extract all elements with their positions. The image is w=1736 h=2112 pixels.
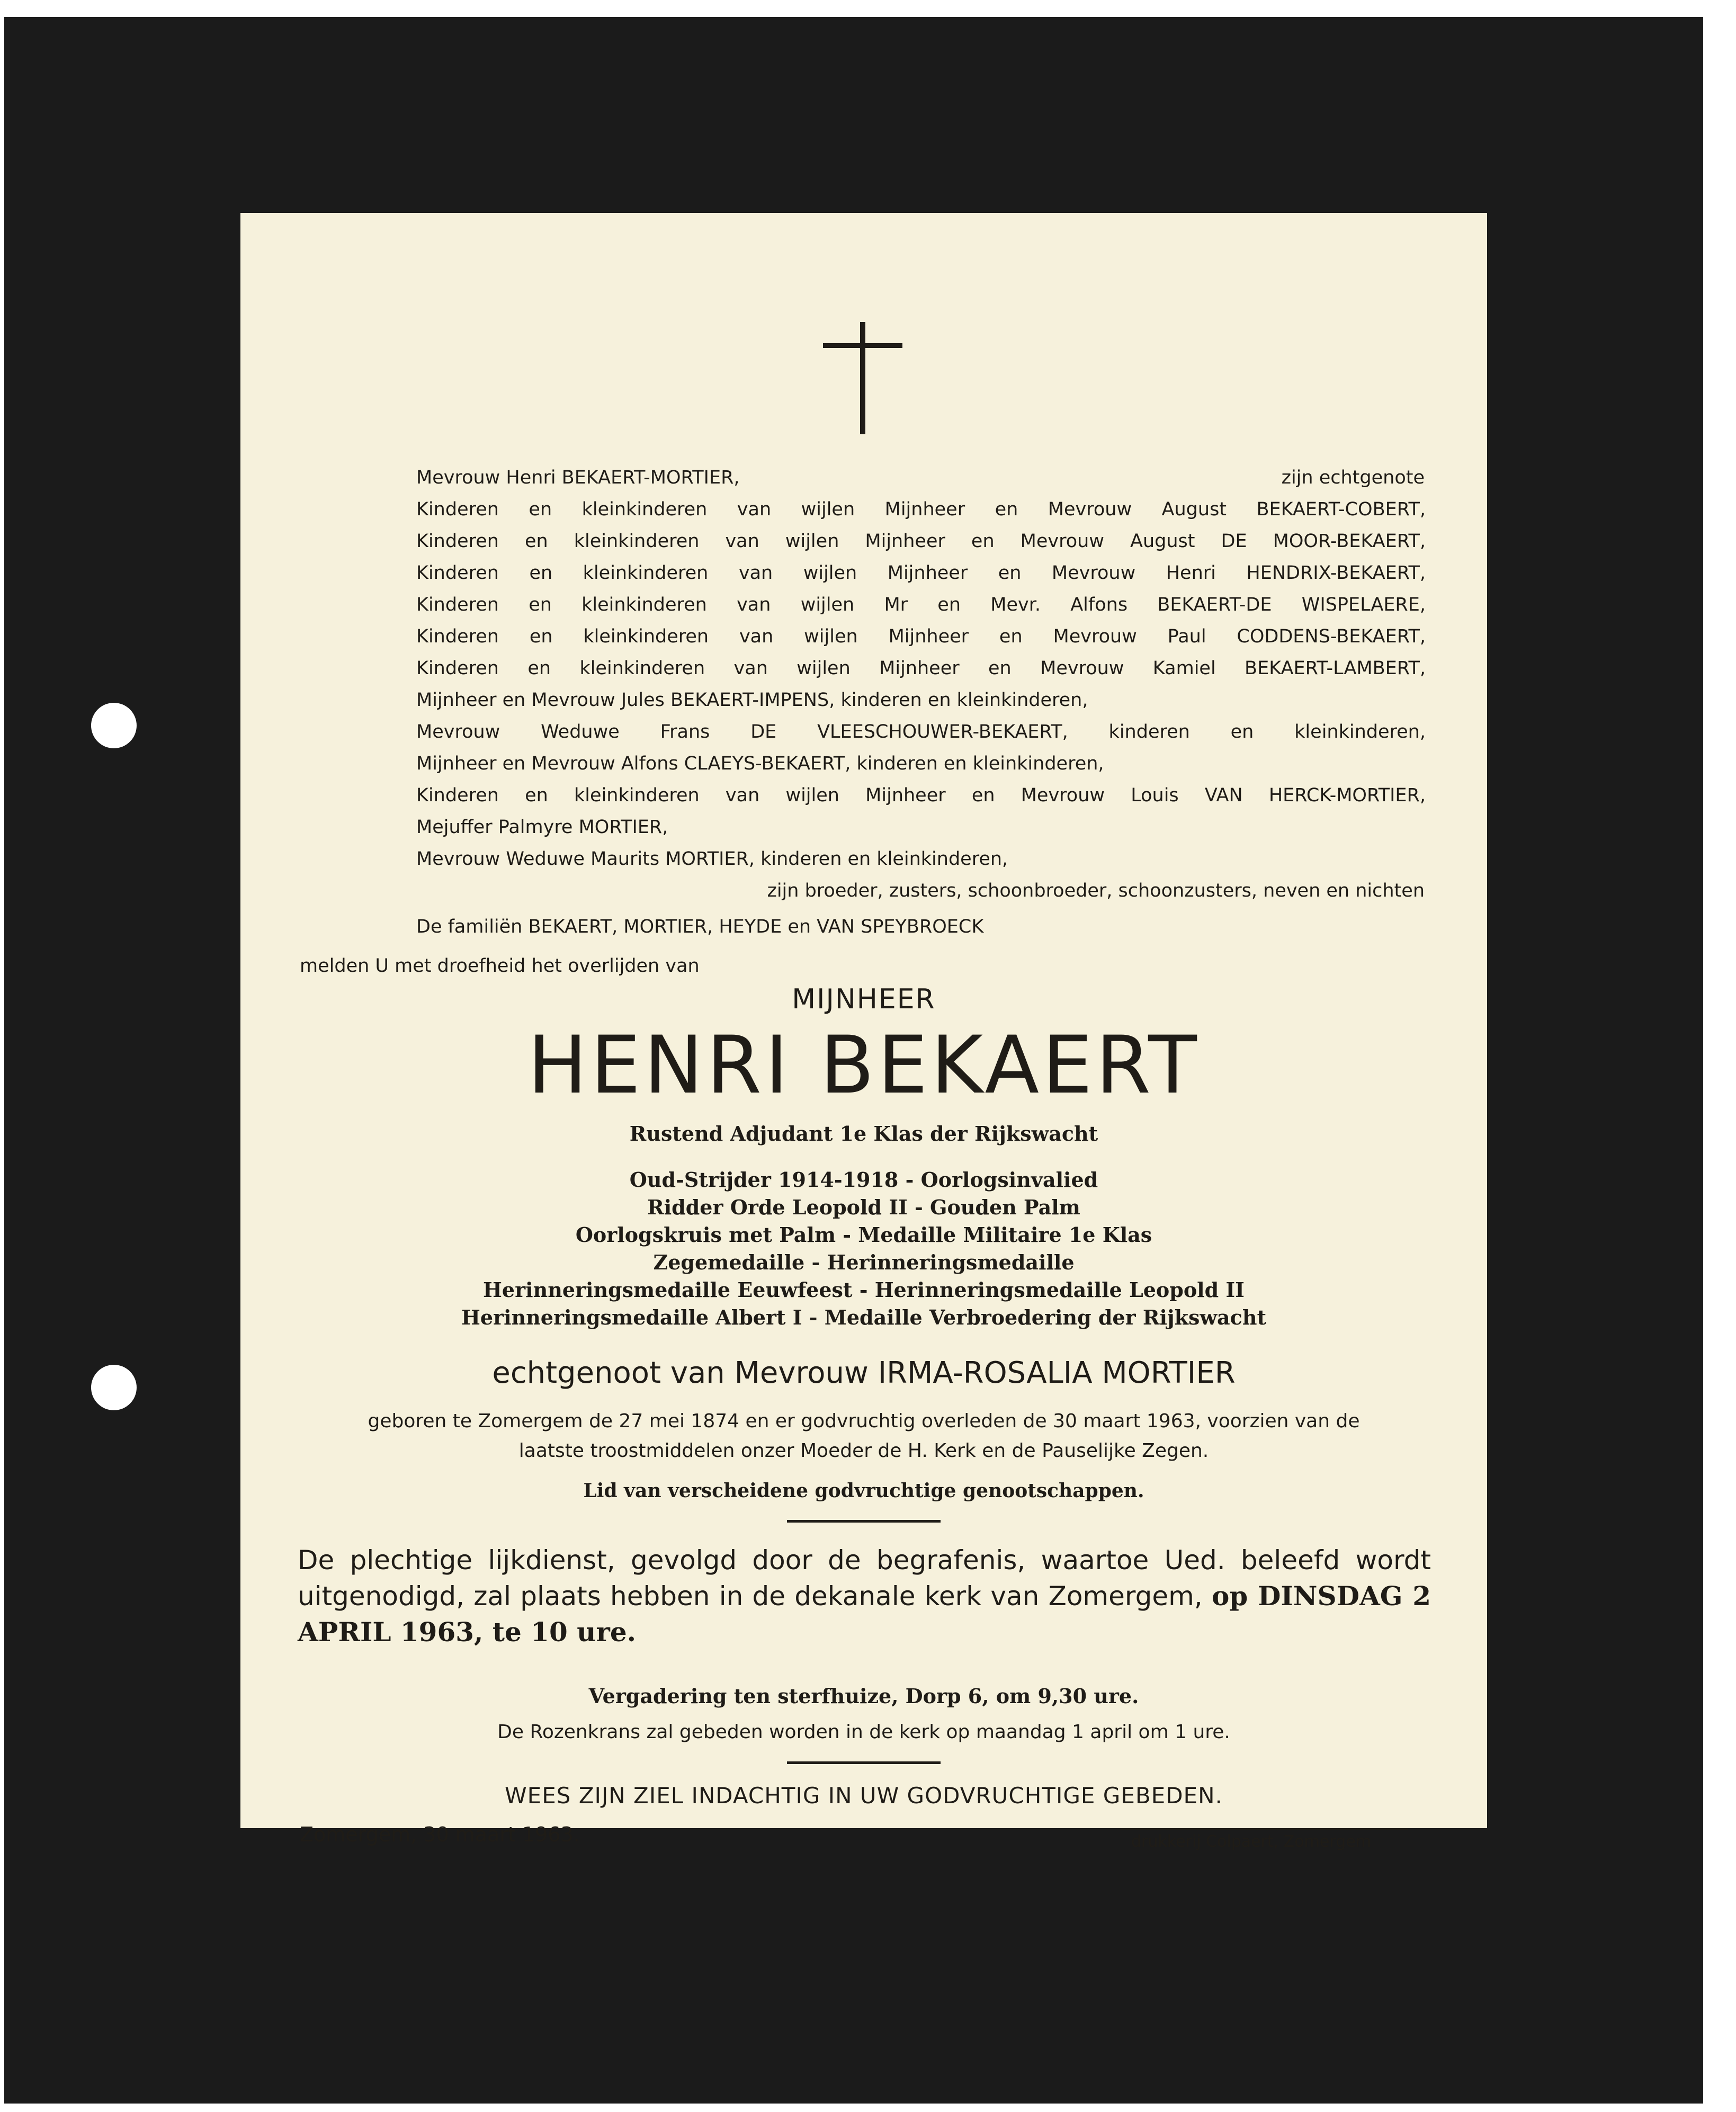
deceased-name: HENRI BEKAERT — [527, 1019, 1200, 1112]
family-line: Mevrouw Weduwe Maurits MORTIER, kinderen en kleinkinderen, — [416, 848, 1008, 870]
family-line: Kinderen en kleinkinderen van wijlen Mijnheer en Mevrouw Henri HENDRIX-BEKAERT, — [416, 562, 1426, 584]
divider — [787, 1520, 941, 1523]
families-line: De familiën BEKAERT, MORTIER, HEYDE en VAN SPEYBROECK — [416, 916, 984, 937]
funeral-text: De plechtige lijkdienst, gevolgd door de begrafenis, waartoe Ued. beleefd wordt uitgenodigd, zal plaats hebben in de dekanale kerk van Zomergem, — [298, 1545, 1431, 1612]
family-line: Mejuffer Palmyre MORTIER, — [416, 817, 668, 838]
funeral-paragraph — [298, 1542, 1431, 1650]
spouse-line: echtgenoot van Mevrouw IRMA-ROSALIA MORTIER — [492, 1356, 1236, 1390]
punch-hole-upper — [91, 703, 137, 748]
printer-rule — [1121, 1828, 1408, 1830]
punch-hole-lower — [91, 1365, 137, 1410]
honor-line: Ridder Orde Leopold II - Gouden Palm — [647, 1195, 1080, 1219]
family-line: Kinderen en kleinkinderen van wijlen Mijnheer en Mevrouw Paul CODDENS-BEKAERT, — [416, 626, 1426, 647]
divider — [787, 1761, 941, 1764]
printer-credit: drukkerij Colpaert, Zomergem — [1131, 1832, 1371, 1851]
honorific: MIJNHEER — [792, 983, 936, 1015]
honor-line: Herinneringsmedaille Eeuwfeest - Herinneringsmedaille Leopold II — [483, 1278, 1245, 1302]
honor-line: Zegemedaille - Herinneringsmedaille — [653, 1250, 1075, 1274]
birth-death-line: geboren te Zomergem de 27 mei 1874 en er godvruchtig overleden de 30 maart 1963, voorzien van de — [368, 1410, 1360, 1432]
honor-line: Oud-Strijder 1914-1918 - Oorlogsinvalied — [629, 1168, 1098, 1192]
family-line: Kinderen en kleinkinderen van wijlen Mijnheer en Mevrouw Louis VAN HERCK-MORTIER, — [416, 785, 1426, 806]
place-date: Zomergem, 30 maart 1963. — [300, 1823, 580, 1846]
honor-line: Herinneringsmedaille Albert I - Medaille Verbroedering der Rijkswacht — [461, 1305, 1266, 1329]
family-line: Kinderen en kleinkinderen van wijlen Mr en Mevr. Alfons BEKAERT-DE WISPELAERE, — [416, 594, 1426, 615]
family-line: Mijnheer en Mevrouw Alfons CLAEYS-BEKAERT, kinderen en kleinkinderen, — [416, 753, 1104, 774]
family-line: Kinderen en kleinkinderen van wijlen Mijnheer en Mevrouw August BEKAERT-COBERT, — [416, 499, 1426, 520]
family-line: Kinderen en kleinkinderen van wijlen Mijnheer en Mevrouw August DE MOOR-BEKAERT, — [416, 531, 1426, 552]
family-line: Mijnheer en Mevrouw Jules BEKAERT-IMPENS, kinderen en kleinkinderen, — [416, 690, 1088, 711]
death-notice-card — [240, 213, 1487, 1851]
honor-line: Oorlogskruis met Palm - Medaille Militaire 1e Klas — [575, 1223, 1152, 1247]
gathering-line: Vergadering ten sterfhuize, Dorp 6, om 9,30 ure. — [588, 1684, 1139, 1708]
relation-line: zijn broeder, zusters, schoonbroeder, schoonzusters, neven en nichten — [767, 880, 1425, 901]
funeral-date: op DINSDAG 2 APRIL 1963, te 10 ure. — [298, 1580, 1431, 1648]
family-line: Kinderen en kleinkinderen van wijlen Mijnheer en Mevrouw Kamiel BEKAERT-LAMBERT, — [416, 658, 1426, 679]
widow-role: zijn echtgenote — [1281, 467, 1425, 488]
rank-line: Rustend Adjudant 1e Klas der Rijkswacht — [629, 1122, 1098, 1146]
closing-prayer: WEES ZIJN ZIEL INDACHTIG IN UW GODVRUCHTIGE GEBEDEN. — [505, 1783, 1223, 1809]
societies-line: Lid van verscheidene godvruchtige genootschappen. — [583, 1480, 1144, 1502]
widow-line: Mevrouw Henri BEKAERT-MORTIER, — [416, 467, 740, 488]
rosary-line: De Rozenkrans zal gebeden worden in de kerk op maandag 1 april om 1 ure. — [497, 1721, 1230, 1743]
sacraments-line: laatste troostmiddelen onzer Moeder de H. Kerk en de Pauselijke Zegen. — [518, 1440, 1209, 1462]
family-line: Mevrouw Weduwe Frans DE VLEESCHOUWER-BEKAERT, kinderen en kleinkinderen, — [416, 721, 1426, 742]
intro-line: melden U met droefheid het overlijden van — [300, 955, 700, 977]
